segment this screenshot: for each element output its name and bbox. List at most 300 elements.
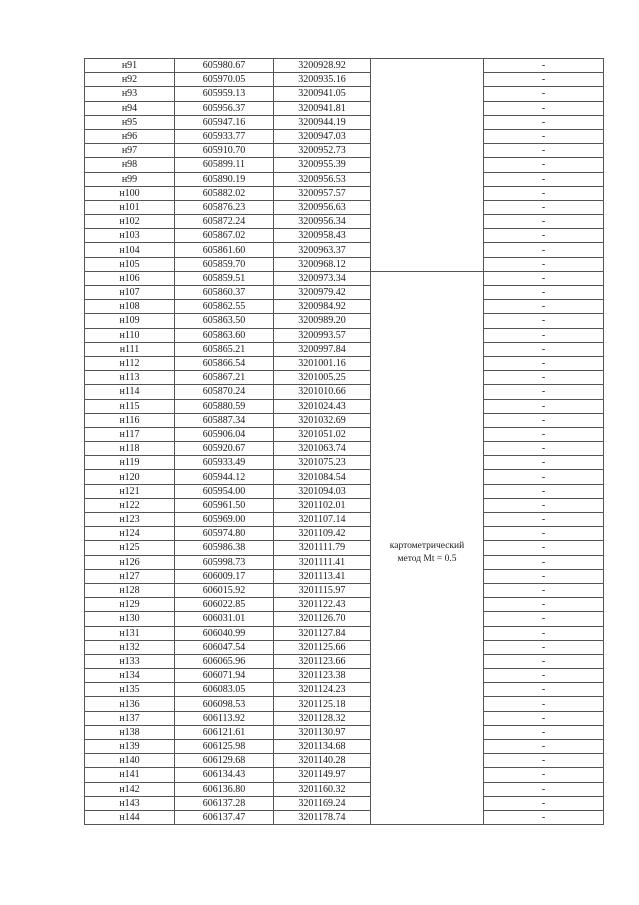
x-coordinate-cell: 606031.01 — [175, 612, 274, 626]
note-cell: - — [484, 796, 604, 810]
note-cell: - — [484, 640, 604, 654]
y-coordinate-cell: 3200941.05 — [274, 87, 371, 101]
table-row — [85, 810, 604, 824]
point-name-cell: н109 — [85, 314, 175, 328]
note-cell: - — [484, 356, 604, 370]
y-coordinate-cell: 3201178.74 — [274, 810, 371, 824]
x-coordinate-cell: 606083.05 — [175, 683, 274, 697]
method-cell — [371, 371, 484, 385]
y-coordinate-cell: 3200973.34 — [274, 271, 371, 285]
x-coordinate-cell: 606071.94 — [175, 669, 274, 683]
table-row — [85, 740, 604, 754]
y-coordinate-cell: 3201075.23 — [274, 456, 371, 470]
note-cell: - — [484, 498, 604, 512]
note-cell: - — [484, 385, 604, 399]
table-row — [85, 186, 604, 200]
y-coordinate-cell: 3200935.16 — [274, 73, 371, 87]
point-name-cell: н105 — [85, 257, 175, 271]
y-coordinate-cell: 3201140.28 — [274, 754, 371, 768]
point-name-cell: н100 — [85, 186, 175, 200]
y-coordinate-cell: 3201123.38 — [274, 669, 371, 683]
note-cell: - — [484, 115, 604, 129]
x-coordinate-cell: 605880.59 — [175, 399, 274, 413]
method-cell — [371, 612, 484, 626]
y-coordinate-cell: 3201010.66 — [274, 385, 371, 399]
x-coordinate-cell: 606129.68 — [175, 754, 274, 768]
point-name-cell: н113 — [85, 371, 175, 385]
x-coordinate-cell: 605959.13 — [175, 87, 274, 101]
y-coordinate-cell: 3201128.32 — [274, 711, 371, 725]
point-name-cell: н118 — [85, 442, 175, 456]
table-row — [85, 371, 604, 385]
point-name-cell: н98 — [85, 158, 175, 172]
table-row — [85, 697, 604, 711]
point-name-cell: н111 — [85, 342, 175, 356]
note-cell: - — [484, 626, 604, 640]
method-cell — [371, 782, 484, 796]
method-cell — [371, 484, 484, 498]
table-row — [85, 768, 604, 782]
table-row — [85, 87, 604, 101]
x-coordinate-cell: 605970.05 — [175, 73, 274, 87]
y-coordinate-cell: 3200928.92 — [274, 59, 371, 73]
method-cell — [371, 300, 484, 314]
point-name-cell: н114 — [85, 385, 175, 399]
point-name-cell: н130 — [85, 612, 175, 626]
y-coordinate-cell: 3201130.97 — [274, 725, 371, 739]
note-cell: - — [484, 583, 604, 597]
y-coordinate-cell: 3200984.92 — [274, 300, 371, 314]
y-coordinate-cell: 3200993.57 — [274, 328, 371, 342]
x-coordinate-cell: 605863.50 — [175, 314, 274, 328]
x-coordinate-cell: 606065.96 — [175, 654, 274, 668]
x-coordinate-cell: 605961.50 — [175, 498, 274, 512]
point-name-cell: н94 — [85, 101, 175, 115]
x-coordinate-cell: 605986.38 — [175, 541, 274, 555]
x-coordinate-cell: 605974.80 — [175, 527, 274, 541]
point-name-cell: н129 — [85, 598, 175, 612]
note-cell: - — [484, 470, 604, 484]
note-cell: - — [484, 527, 604, 541]
method-cell — [371, 314, 484, 328]
table-row — [85, 328, 604, 342]
y-coordinate-cell: 3201107.14 — [274, 513, 371, 527]
table-row — [85, 158, 604, 172]
point-name-cell: н117 — [85, 427, 175, 441]
table-row — [85, 513, 604, 527]
x-coordinate-cell: 605862.55 — [175, 300, 274, 314]
note-cell: - — [484, 810, 604, 824]
y-coordinate-cell: 3200955.39 — [274, 158, 371, 172]
y-coordinate-cell: 3200947.03 — [274, 129, 371, 143]
point-name-cell: н131 — [85, 626, 175, 640]
x-coordinate-cell: 605969.00 — [175, 513, 274, 527]
x-coordinate-cell: 606134.43 — [175, 768, 274, 782]
x-coordinate-cell: 605865.21 — [175, 342, 274, 356]
point-name-cell: н143 — [85, 796, 175, 810]
point-name-cell: н124 — [85, 527, 175, 541]
method-cell — [371, 598, 484, 612]
x-coordinate-cell: 605944.12 — [175, 470, 274, 484]
x-coordinate-cell: 605860.37 — [175, 286, 274, 300]
note-cell: - — [484, 314, 604, 328]
note-cell: - — [484, 101, 604, 115]
method-cell — [371, 356, 484, 370]
table-row — [85, 144, 604, 158]
method-cell — [371, 768, 484, 782]
x-coordinate-cell: 605933.49 — [175, 456, 274, 470]
method-cell — [371, 144, 484, 158]
table-row — [85, 300, 604, 314]
point-name-cell: н115 — [85, 399, 175, 413]
note-cell: - — [484, 683, 604, 697]
x-coordinate-cell: 605998.73 — [175, 555, 274, 569]
point-name-cell: н123 — [85, 513, 175, 527]
x-coordinate-cell: 606137.28 — [175, 796, 274, 810]
table-row — [85, 257, 604, 271]
point-name-cell: н138 — [85, 725, 175, 739]
note-cell: - — [484, 59, 604, 73]
x-coordinate-cell: 606009.17 — [175, 569, 274, 583]
x-coordinate-cell: 606125.98 — [175, 740, 274, 754]
table-row — [85, 229, 604, 243]
table-row — [85, 413, 604, 427]
y-coordinate-cell: 3200956.34 — [274, 215, 371, 229]
y-coordinate-cell: 3200941.81 — [274, 101, 371, 115]
note-cell: - — [484, 725, 604, 739]
method-cell — [371, 640, 484, 654]
note-cell: - — [484, 215, 604, 229]
method-label-line2: метод Mt = 0.5 — [397, 554, 457, 564]
y-coordinate-cell: 3200944.19 — [274, 115, 371, 129]
method-cell — [371, 456, 484, 470]
y-coordinate-cell: 3201094.03 — [274, 484, 371, 498]
table-row — [85, 342, 604, 356]
x-coordinate-cell: 605863.60 — [175, 328, 274, 342]
coordinates-table-container — [84, 58, 600, 825]
point-name-cell: н107 — [85, 286, 175, 300]
table-row — [85, 399, 604, 413]
x-coordinate-cell: 605859.51 — [175, 271, 274, 285]
method-cell — [371, 87, 484, 101]
x-coordinate-cell: 605947.16 — [175, 115, 274, 129]
note-cell: - — [484, 286, 604, 300]
method-cell — [371, 442, 484, 456]
y-coordinate-cell: 3200957.57 — [274, 186, 371, 200]
point-name-cell: н103 — [85, 229, 175, 243]
x-coordinate-cell: 605980.67 — [175, 59, 274, 73]
note-cell: - — [484, 711, 604, 725]
note-cell: - — [484, 669, 604, 683]
method-cell — [371, 129, 484, 143]
note-cell: - — [484, 158, 604, 172]
y-coordinate-cell: 3201102.01 — [274, 498, 371, 512]
table-row — [85, 782, 604, 796]
point-name-cell: н144 — [85, 810, 175, 824]
table-row — [85, 456, 604, 470]
method-label-line1: картометрический — [389, 541, 465, 551]
table-row — [85, 669, 604, 683]
y-coordinate-cell: 3201084.54 — [274, 470, 371, 484]
x-coordinate-cell: 605906.04 — [175, 427, 274, 441]
method-cell — [371, 427, 484, 441]
point-name-cell: н93 — [85, 87, 175, 101]
point-name-cell: н104 — [85, 243, 175, 257]
method-cell — [371, 229, 484, 243]
table-row — [85, 243, 604, 257]
y-coordinate-cell: 3201160.32 — [274, 782, 371, 796]
point-name-cell: н106 — [85, 271, 175, 285]
point-name-cell: н128 — [85, 583, 175, 597]
x-coordinate-cell: 606047.54 — [175, 640, 274, 654]
table-row — [85, 569, 604, 583]
method-cell — [371, 271, 484, 285]
table-row — [85, 555, 604, 569]
point-name-cell: н139 — [85, 740, 175, 754]
method-cell — [371, 73, 484, 87]
x-coordinate-cell: 605866.54 — [175, 356, 274, 370]
point-name-cell: н108 — [85, 300, 175, 314]
table-row — [85, 484, 604, 498]
method-label — [371, 540, 483, 566]
table-row — [85, 73, 604, 87]
method-cell — [371, 498, 484, 512]
method-cell — [371, 101, 484, 115]
note-cell: - — [484, 740, 604, 754]
table-row — [85, 796, 604, 810]
point-name-cell: н96 — [85, 129, 175, 143]
x-coordinate-cell: 606121.61 — [175, 725, 274, 739]
y-coordinate-cell: 3201124.23 — [274, 683, 371, 697]
point-name-cell: н133 — [85, 654, 175, 668]
point-name-cell: н91 — [85, 59, 175, 73]
method-cell — [371, 215, 484, 229]
table-row — [85, 498, 604, 512]
x-coordinate-cell: 605899.11 — [175, 158, 274, 172]
point-name-cell: н110 — [85, 328, 175, 342]
note-cell: - — [484, 229, 604, 243]
note-cell: - — [484, 300, 604, 314]
point-name-cell: н140 — [85, 754, 175, 768]
table-row — [85, 626, 604, 640]
y-coordinate-cell: 3201149.97 — [274, 768, 371, 782]
method-cell — [371, 385, 484, 399]
table-row — [85, 683, 604, 697]
y-coordinate-cell: 3201123.66 — [274, 654, 371, 668]
y-coordinate-cell: 3201111.79 — [274, 541, 371, 555]
table-row — [85, 385, 604, 399]
method-cell — [371, 342, 484, 356]
method-cell — [371, 527, 484, 541]
note-cell: - — [484, 144, 604, 158]
method-cell — [371, 569, 484, 583]
x-coordinate-cell: 606040.99 — [175, 626, 274, 640]
x-coordinate-cell: 605859.70 — [175, 257, 274, 271]
table-row — [85, 59, 604, 73]
point-name-cell: н102 — [85, 215, 175, 229]
note-cell: - — [484, 328, 604, 342]
table-row — [85, 129, 604, 143]
table-row — [85, 200, 604, 214]
x-coordinate-cell: 605882.02 — [175, 186, 274, 200]
y-coordinate-cell: 3200963.37 — [274, 243, 371, 257]
y-coordinate-cell: 3200956.53 — [274, 172, 371, 186]
method-cell — [371, 513, 484, 527]
table-row — [85, 442, 604, 456]
note-cell: - — [484, 513, 604, 527]
x-coordinate-cell: 605890.19 — [175, 172, 274, 186]
note-cell: - — [484, 200, 604, 214]
method-cell — [371, 711, 484, 725]
point-name-cell: н121 — [85, 484, 175, 498]
note-cell: - — [484, 754, 604, 768]
note-cell: - — [484, 271, 604, 285]
x-coordinate-cell: 605876.23 — [175, 200, 274, 214]
x-coordinate-cell: 606136.80 — [175, 782, 274, 796]
y-coordinate-cell: 3200997.84 — [274, 342, 371, 356]
point-name-cell: н120 — [85, 470, 175, 484]
table-row — [85, 470, 604, 484]
note-cell: - — [484, 399, 604, 413]
method-cell — [371, 669, 484, 683]
point-name-cell: н92 — [85, 73, 175, 87]
y-coordinate-cell: 3201005.25 — [274, 371, 371, 385]
table-row — [85, 598, 604, 612]
note-cell: - — [484, 427, 604, 441]
method-cell — [371, 413, 484, 427]
table-row — [85, 612, 604, 626]
method-cell — [371, 654, 484, 668]
y-coordinate-cell: 3201113.41 — [274, 569, 371, 583]
method-cell — [371, 115, 484, 129]
x-coordinate-cell: 606137.47 — [175, 810, 274, 824]
x-coordinate-cell: 605933.77 — [175, 129, 274, 143]
method-cell — [371, 470, 484, 484]
y-coordinate-cell: 3200968.12 — [274, 257, 371, 271]
y-coordinate-cell: 3201125.66 — [274, 640, 371, 654]
y-coordinate-cell: 3201032.69 — [274, 413, 371, 427]
note-cell: - — [484, 569, 604, 583]
note-cell: - — [484, 484, 604, 498]
table-row — [85, 654, 604, 668]
method-cell — [371, 59, 484, 73]
x-coordinate-cell: 605920.67 — [175, 442, 274, 456]
table-row — [85, 314, 604, 328]
x-coordinate-cell: 605887.34 — [175, 413, 274, 427]
point-name-cell: н97 — [85, 144, 175, 158]
point-name-cell: н132 — [85, 640, 175, 654]
point-name-cell: н126 — [85, 555, 175, 569]
point-name-cell: н137 — [85, 711, 175, 725]
y-coordinate-cell: 3201125.18 — [274, 697, 371, 711]
y-coordinate-cell: 3201127.84 — [274, 626, 371, 640]
x-coordinate-cell: 605867.02 — [175, 229, 274, 243]
table-row — [85, 541, 604, 555]
note-cell: - — [484, 612, 604, 626]
method-cell — [371, 796, 484, 810]
method-cell — [371, 740, 484, 754]
table-row — [85, 356, 604, 370]
x-coordinate-cell: 605867.21 — [175, 371, 274, 385]
table-row — [85, 725, 604, 739]
table-row — [85, 754, 604, 768]
note-cell: - — [484, 257, 604, 271]
method-cell — [371, 186, 484, 200]
method-cell — [371, 172, 484, 186]
note-cell: - — [484, 87, 604, 101]
point-name-cell: н99 — [85, 172, 175, 186]
table-row — [85, 286, 604, 300]
y-coordinate-cell: 3201051.02 — [274, 427, 371, 441]
y-coordinate-cell: 3201111.41 — [274, 555, 371, 569]
note-cell: - — [484, 243, 604, 257]
note-cell: - — [484, 654, 604, 668]
note-cell: - — [484, 172, 604, 186]
point-name-cell: н122 — [85, 498, 175, 512]
note-cell: - — [484, 697, 604, 711]
y-coordinate-cell: 3200979.42 — [274, 286, 371, 300]
method-cell — [371, 286, 484, 300]
table-row — [85, 583, 604, 597]
x-coordinate-cell: 606022.85 — [175, 598, 274, 612]
method-cell — [371, 257, 484, 271]
x-coordinate-cell: 606113.92 — [175, 711, 274, 725]
y-coordinate-cell: 3200956.63 — [274, 200, 371, 214]
note-cell: - — [484, 129, 604, 143]
note-cell: - — [484, 768, 604, 782]
point-name-cell: н127 — [85, 569, 175, 583]
table-row — [85, 115, 604, 129]
table-row — [85, 101, 604, 115]
method-cell — [371, 725, 484, 739]
method-cell — [371, 810, 484, 824]
note-cell: - — [484, 371, 604, 385]
note-cell: - — [484, 413, 604, 427]
x-coordinate-cell: 605870.24 — [175, 385, 274, 399]
x-coordinate-cell: 605861.60 — [175, 243, 274, 257]
point-name-cell: н112 — [85, 356, 175, 370]
note-cell: - — [484, 456, 604, 470]
y-coordinate-cell: 3201122.43 — [274, 598, 371, 612]
method-cell — [371, 328, 484, 342]
y-coordinate-cell: 3201001.16 — [274, 356, 371, 370]
method-cell — [371, 754, 484, 768]
method-cell — [371, 158, 484, 172]
table-row — [85, 172, 604, 186]
y-coordinate-cell: 3200952.73 — [274, 144, 371, 158]
point-name-cell: н135 — [85, 683, 175, 697]
point-name-cell: н134 — [85, 669, 175, 683]
method-cell — [371, 697, 484, 711]
point-name-cell: н95 — [85, 115, 175, 129]
y-coordinate-cell: 3200989.20 — [274, 314, 371, 328]
x-coordinate-cell: 606015.92 — [175, 583, 274, 597]
method-cell — [371, 399, 484, 413]
point-name-cell: н119 — [85, 456, 175, 470]
note-cell: - — [484, 555, 604, 569]
y-coordinate-cell: 3201024.43 — [274, 399, 371, 413]
x-coordinate-cell: 606098.53 — [175, 697, 274, 711]
table-row — [85, 271, 604, 285]
note-cell: - — [484, 342, 604, 356]
note-cell: - — [484, 442, 604, 456]
method-cell — [371, 200, 484, 214]
table-row — [85, 527, 604, 541]
point-name-cell: н136 — [85, 697, 175, 711]
note-cell: - — [484, 186, 604, 200]
point-name-cell: н116 — [85, 413, 175, 427]
x-coordinate-cell: 605910.70 — [175, 144, 274, 158]
